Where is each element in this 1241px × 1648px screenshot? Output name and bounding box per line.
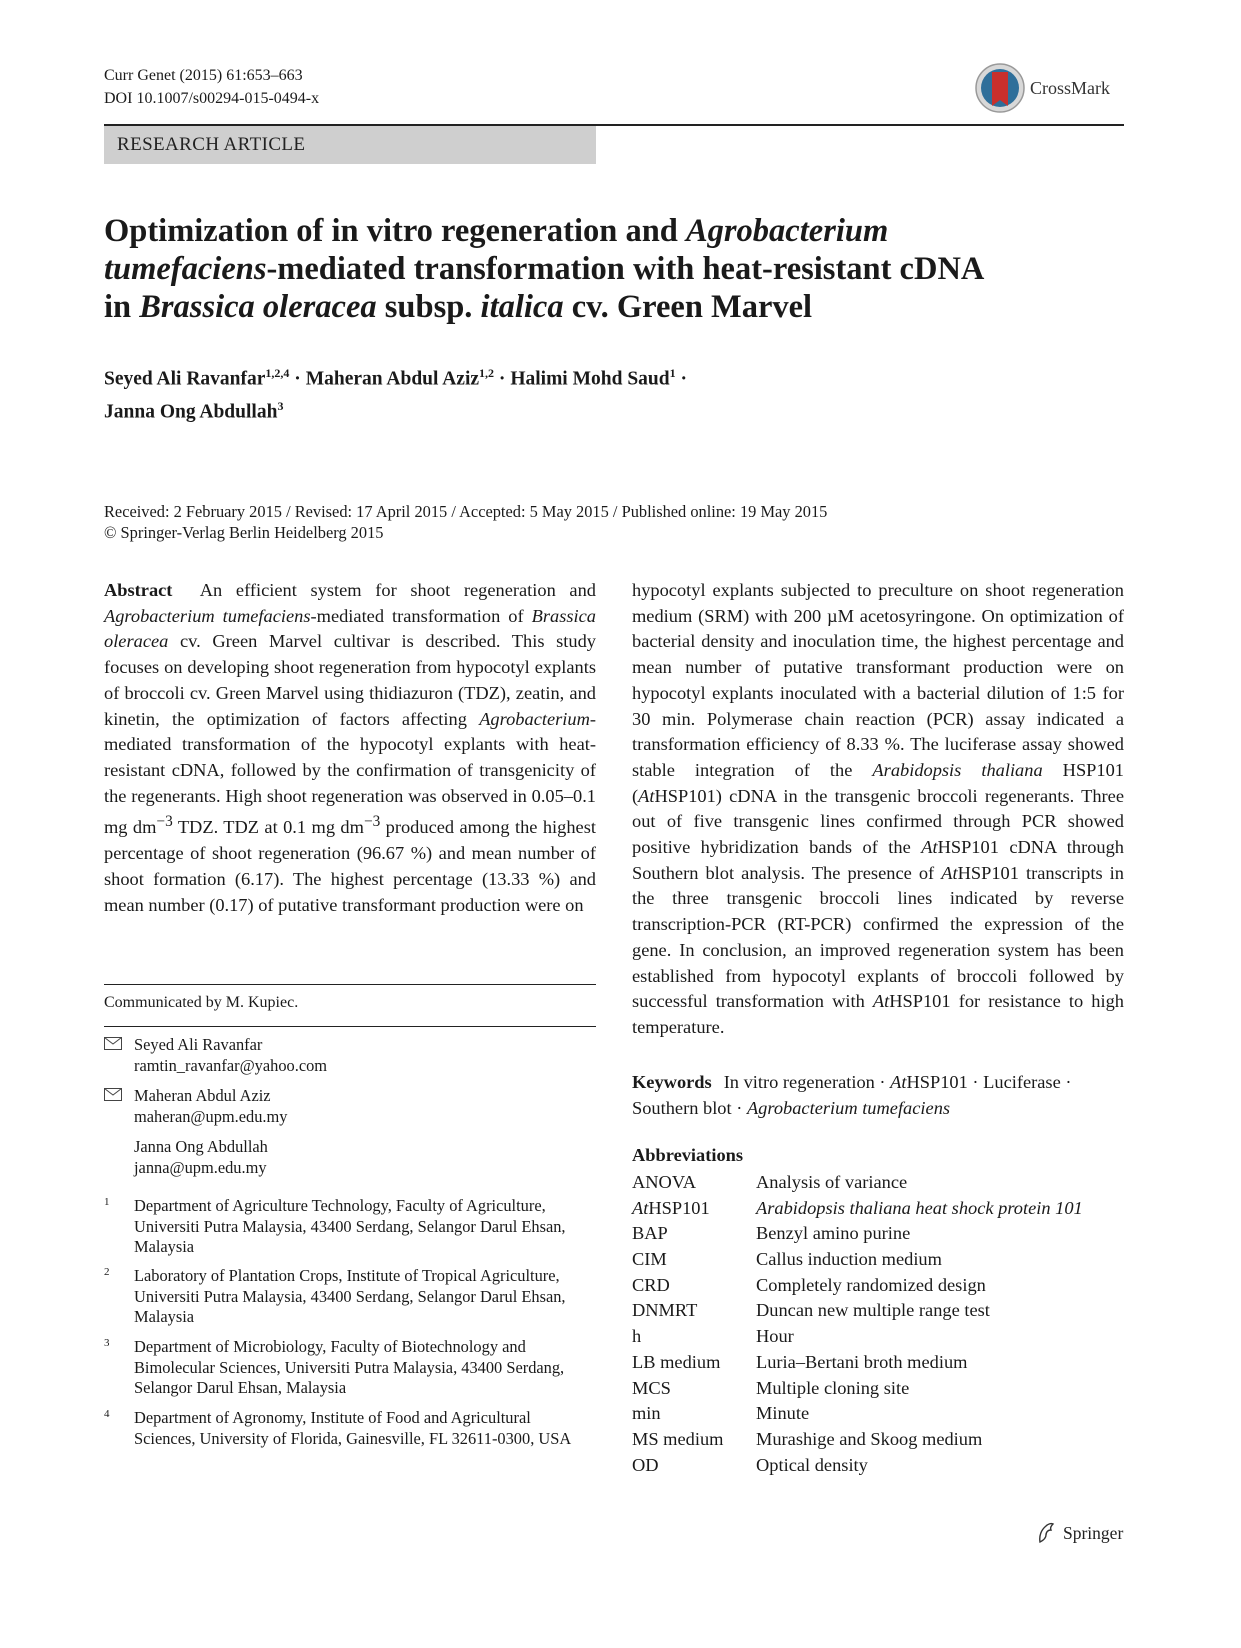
abstract-italic: At <box>872 991 890 1012</box>
abbreviation-row <box>632 1324 1124 1350</box>
contact-name: Seyed Ali Ravanfar <box>134 1035 263 1054</box>
author-separator: · <box>675 368 687 390</box>
crossmark-label: CrossMark <box>1030 78 1110 98</box>
publisher-logo <box>1035 1520 1135 1548</box>
abbr-value: Multiple cloning site <box>756 1377 910 1398</box>
abbr-value: Duncan new multiple range test <box>756 1300 990 1321</box>
abbreviation-row <box>632 1247 1124 1273</box>
abbr-key: DNMRT <box>632 1300 698 1321</box>
author-separator: · <box>289 368 306 390</box>
abbreviation-row <box>632 1350 1124 1376</box>
article-type-bar <box>104 126 596 164</box>
keywords <box>632 1070 1124 1121</box>
abbr-key-italic: At <box>632 1197 649 1218</box>
copyright-line: © Springer-Verlag Berlin Heidelberg 2015 <box>104 523 384 542</box>
abbr-value: Analysis of variance <box>756 1172 908 1192</box>
abstract-italic: Arabidopsis thaliana <box>872 759 1043 780</box>
springer-horse-icon <box>1035 1520 1057 1544</box>
abbr-key: LB medium <box>632 1351 721 1372</box>
title-part: in <box>104 289 140 325</box>
abstract-text: HSP101 ( <box>632 759 1124 806</box>
abstract-text: HSP101 cDNA through Southern blot analysis. The presence of <box>632 837 1124 883</box>
journal-line: Curr Genet (2015) 61:653–663 <box>104 67 303 84</box>
abbr-value: Arabidopsis thaliana heat shock protein 101 <box>756 1197 1083 1218</box>
crossmark-badge[interactable] <box>974 62 1124 114</box>
author-separator: · <box>494 368 511 390</box>
crossmark-icon <box>974 62 1026 114</box>
abbreviations-title: Abbreviations <box>632 1145 744 1165</box>
abbreviation-row <box>632 1376 1124 1402</box>
abbreviation-row <box>632 1221 1124 1247</box>
contact-email[interactable]: maheran@upm.edu.my <box>134 1107 288 1126</box>
title-part: Optimization of in vitro regeneration and <box>104 213 686 249</box>
abbr-value: Minute <box>756 1403 810 1424</box>
abstract-italic: Agrobacterium <box>479 708 590 729</box>
abbr-key: CRD <box>632 1274 670 1295</box>
title-part: -mediated transformation with heat-resistant cDNA <box>266 251 985 287</box>
abbreviation-row <box>632 1298 1124 1324</box>
abbr-value: Murashige and Skoog medium <box>756 1428 983 1449</box>
title-part: subsp. <box>376 289 481 325</box>
abstract-italic: At <box>921 837 938 858</box>
history-line: Received: 2 February 2015 / Revised: 17 April 2015 / Accepted: 5 May 2015 / Published online: 19 May 2015 <box>104 502 828 521</box>
abstract-italic: Agrobacterium tumefaciens <box>104 605 311 626</box>
abstract-text: HSP101 transcripts in the three transgenic broccoli lines indicated by reverse transcription-PCR (RT-PCR) confirmed the expression of the gene. In conclusion, an improved regeneration system has been established from hypocotyl explants of broccoli followed by successful transformation with <box>632 862 1124 1012</box>
abbr-key: ANOVA <box>632 1172 697 1192</box>
envelope-icon <box>104 1088 122 1101</box>
keywords-label: Keywords <box>632 1072 712 1092</box>
affiliation-text: Department of Microbiology, Faculty of Biotechnology and Bimolecular Sciences, Universiti Putra Malaysia, 43400 Serdang, Selangor Darul Ehsan, Malaysia <box>134 1337 565 1398</box>
author-affil: 1,2 <box>479 366 495 380</box>
abstract-text: HSP101) cDNA in the transgenic broccoli regenerants. Three out of five transgenic lines confirmed through PCR showed positive hybridization bands of the <box>632 785 1124 858</box>
abbr-value: Hour <box>756 1326 794 1347</box>
abbreviation-row <box>632 1427 1124 1453</box>
doi-line: DOI 10.1007/s00294-015-0494-x <box>104 90 320 107</box>
affiliation-text: Laboratory of Plantation Crops, Institute of Tropical Agriculture, Universiti Putra Malaysia, 43400 Serdang, Selangor Darul Ehsan, Malaysia <box>134 1266 566 1327</box>
abbr-key: MS medium <box>632 1428 724 1449</box>
affiliation-text: Department of Agriculture Technology, Faculty of Agriculture, Universiti Putra Malaysia, 43400 Serdang, Selangor Darul Ehsan, Malaysia <box>134 1196 566 1257</box>
keywords-italic: At <box>890 1072 907 1092</box>
abstract-text: -mediated transformation of the hypocotyl explants with heat-resistant cDNA, followed by the confirmation of transgenicity of the regenerants. High shoot regeneration was observed in 0.05–0.1 mg dm <box>104 708 596 838</box>
title-italic: Agrobacterium <box>685 213 889 249</box>
abbr-key: MCS <box>632 1377 671 1398</box>
abstract-text: produced among the highest percentage of shoot regeneration (96.67 %) and mean number of shoot formation (6.17). The highest percentage (13.33 %) and mean number (0.17) of putative transformant production were on <box>104 817 596 915</box>
publisher-name: Springer <box>1063 1523 1124 1543</box>
abbr-value: Callus induction medium <box>756 1249 942 1270</box>
abbreviation-row <box>632 1196 1124 1222</box>
author-affil: 3 <box>277 398 284 413</box>
abbr-key: OD <box>632 1454 659 1475</box>
abbreviation-row <box>632 1401 1124 1427</box>
abbr-value: Optical density <box>756 1454 868 1475</box>
contact-name: Maheran Abdul Aziz <box>134 1086 271 1105</box>
abbr-key: h <box>632 1326 642 1347</box>
keywords-text: HSP101 · Luciferase · Southern blot · <box>632 1072 1072 1118</box>
abbreviation-row <box>632 1273 1124 1299</box>
abbr-key <box>632 1196 710 1222</box>
title-part: cv. Green Marvel <box>563 289 813 325</box>
abstract-label: Abstract <box>104 580 173 600</box>
envelope-icon <box>104 1037 122 1050</box>
author-list <box>104 360 1004 425</box>
abstract-text: hypocotyl explants subjected to preculture on shoot regeneration medium (SRM) with 200 µM acetosyringone. On optimization of bacterial density and inoculation time, the highest percentage and mean number of putative transformant production were on hypocotyl explants inoculated with a bacterial dilution of 1:5 for 30 min. Polymerase chain reaction (PCR) assay indicated a transformation efficiency of 8.33 %. The luciferase assay showed stable integration of the <box>632 580 1124 780</box>
affiliation-number: 3 <box>104 1337 110 1349</box>
author-affil: 1 <box>669 366 676 380</box>
contact-email[interactable]: ramtin_ravanfar@yahoo.com <box>134 1056 328 1075</box>
abbr-key: CIM <box>632 1249 667 1270</box>
author-name[interactable]: Janna Ong Abdullah <box>104 401 278 422</box>
abstract-column-left <box>104 578 596 918</box>
contact-entry <box>104 1085 574 1127</box>
abbr-value: Luria–Bertani broth medium <box>756 1351 968 1372</box>
affiliation-number: 2 <box>104 1266 110 1278</box>
abbr-key: min <box>632 1403 661 1424</box>
contact-entry <box>104 1034 574 1076</box>
abstract-text: An efficient system for shoot regeneration and <box>199 580 596 600</box>
author-name[interactable]: Maheran Abdul Aziz <box>305 368 480 390</box>
publication-history <box>104 501 1124 543</box>
abbreviation-row <box>632 1170 1124 1196</box>
author-name[interactable]: Halimi Mohd Saud <box>510 368 670 390</box>
abbr-key-text: HSP101 <box>648 1197 710 1218</box>
abbr-key: BAP <box>632 1223 668 1244</box>
title-italic: tumefaciens <box>104 251 267 287</box>
abstract-text: cv. Green Marvel cultivar is described. This study focuses on developing shoot regeneration from hypocotyl explants of broccoli cv. Green Marvel using thidiazuron (TDZ), zeatin, and kinetin, the optimization of factors affecting <box>104 631 596 729</box>
title-italic: italica <box>480 289 564 325</box>
affiliation <box>104 1408 584 1470</box>
abstract-sup: −3 <box>156 813 173 831</box>
abbreviation-row <box>632 1453 1124 1479</box>
affiliation <box>104 1266 584 1328</box>
journal-citation <box>104 64 319 110</box>
abstract-sup: −3 <box>363 813 381 831</box>
affiliation <box>104 1337 584 1399</box>
author-name[interactable]: Seyed Ali Ravanfar <box>104 368 266 390</box>
footnote-rule <box>104 1026 596 1027</box>
abbr-value: Completely randomized design <box>756 1274 986 1295</box>
keywords-text: In vitro regeneration · <box>723 1072 891 1092</box>
abstract-italic: Brassica oleracea <box>104 605 596 652</box>
abbreviations-list <box>632 1170 1124 1478</box>
abstract-italic: At <box>638 785 655 806</box>
affiliation-text: Department of Agronomy, Institute of Food and Agricultural Sciences, University of Florida, Gainesville, FL 32611-0300, USA <box>134 1408 572 1448</box>
contact-name: Janna Ong Abdullah <box>134 1137 268 1156</box>
abstract-column-right <box>632 578 1124 1041</box>
keywords-italic: Agrobacterium tumefaciens <box>746 1097 951 1118</box>
article-title <box>104 212 1114 326</box>
footnote-rule <box>104 984 596 985</box>
affiliation <box>104 1196 584 1258</box>
affiliation-number: 4 <box>104 1408 110 1420</box>
abbr-value: Benzyl amino purine <box>756 1223 911 1244</box>
abstract-italic: At <box>941 862 958 883</box>
contact-email[interactable]: janna@upm.edu.my <box>134 1158 267 1177</box>
contact-entry <box>104 1136 574 1178</box>
abstract-text: -mediated transformation of <box>310 605 532 626</box>
author-affil: 1,2,4 <box>265 366 290 380</box>
article-type: RESEARCH ARTICLE <box>117 134 306 155</box>
affiliation-number: 1 <box>104 1196 110 1208</box>
communicated-by: Communicated by M. Kupiec. <box>104 994 299 1011</box>
abstract-text: HSP101 for resistance to high temperature. <box>632 991 1124 1037</box>
abstract-text: TDZ. TDZ at 0.1 mg dm <box>172 817 364 838</box>
title-italic: Brassica oleracea <box>139 289 377 325</box>
